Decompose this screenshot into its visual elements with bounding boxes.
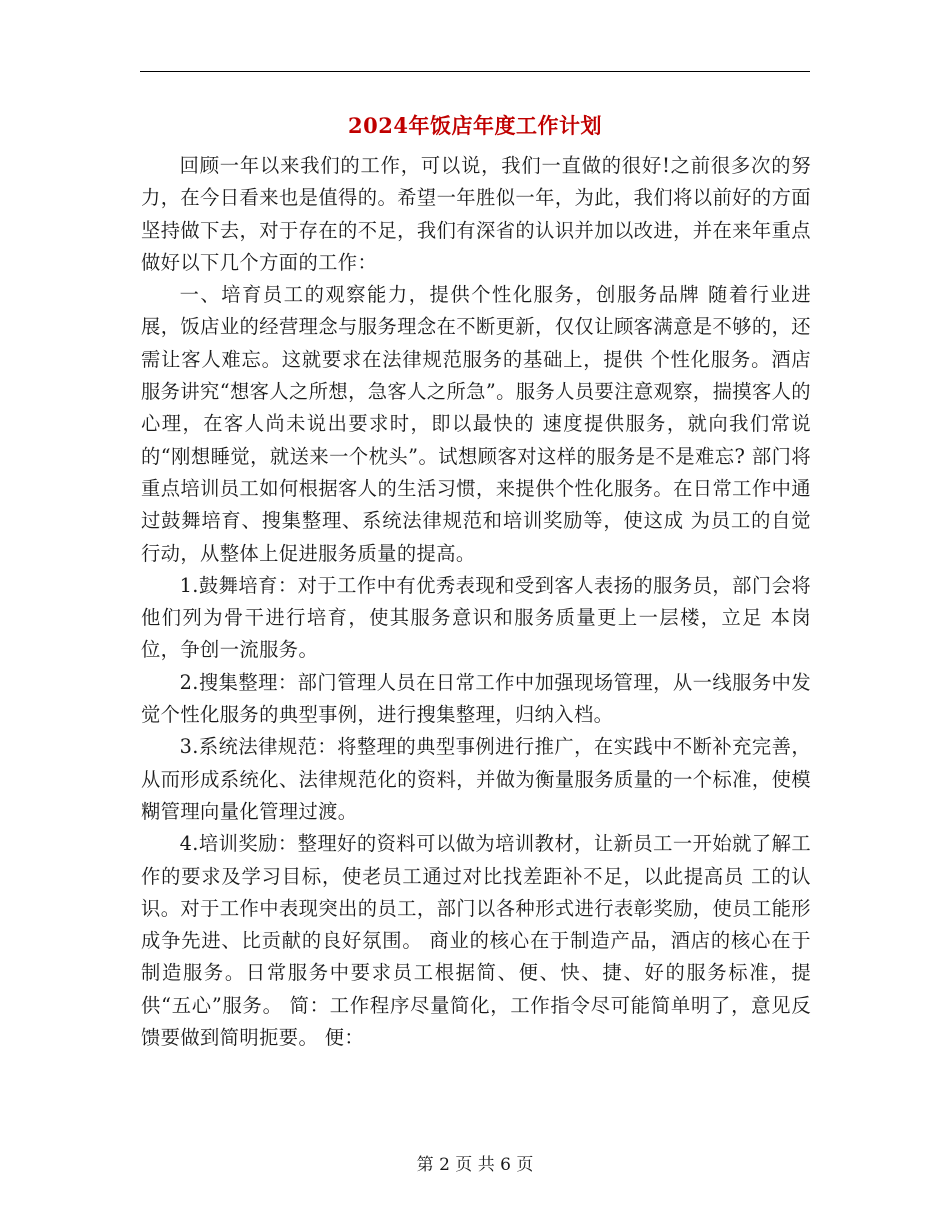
item-4-paragraph: 4.培训奖励：整理好的资料可以做为培训教材，让新员工一开始就了解工作的要求及学习目标，使老员工通过对比找差距补不足，以此提高员 工的认识。对于工作中表现突出的员工，部门以各种形式进行表彰奖励，使员工能形成争先进、比贡献的良好氛围。 商业的核心在于制造产品，酒店的核心在于制造服务。日常服务中要求员工根据简、便、快、捷、好的服务标准，提供“五心”服务。 简：工作程序尽量简化，工作指令尽可能简单明了，意见反馈要做到简明扼要。 便： xyxy=(141,832,811,1050)
section-one-paragraph: 一、培育员工的观察能力，提供个性化服务，创服务品牌 随着行业进展，饭店业的经营理念与服务理念在不断更新，仅仅让顾客满意是不够的，还需让客人难忘。这就要求在法律规范服务的基础上，提供 个性化服务。酒店服务讲究“想客人之所想，急客人之所急”。服务人员要注意观察，揣摸客人的心理，在客人尚未说出要求时，即以最快的 速度提供服务，就向我们常说的“刚想睡觉，就送来一个枕头”。试想顾客对这样的服务是不是难忘? 部门将重点培训员工如何根据客人的生活习惯，来提供个性化服务。在日常工作中通过鼓舞培育、搜集整理、系统法律规范和培训奖励等，使这成 为员工的自觉行动，从整体上促进服务质量的提高。 xyxy=(141,283,811,565)
item-1-paragraph: 1.鼓舞培育：对于工作中有优秀表现和受到客人表扬的服务员，部门会将他们列为骨干进行培育，使其服务意识和服务质量更上一层楼，立足 本岗位，争创一流服务。 xyxy=(141,573,811,662)
header-rule xyxy=(140,71,810,72)
item-2-paragraph: 2.搜集整理：部门管理人员在日常工作中加强现场管理，从一线服务中发觉个性化服务的典型事例，进行搜集整理，归纳入档。 xyxy=(141,670,811,727)
document-title: 2024年饭店年度工作计划 xyxy=(348,113,602,138)
page-number-footer: 第 2 页 共 6 页 xyxy=(416,1155,534,1175)
item-3-paragraph: 3.系统法律规范：将整理的典型事例进行推广，在实践中不断补充完善，从而形成系统化、法律规范化的资料，并做为衡量服务质量的一个标准，使模 糊管理向量化管理过渡。 xyxy=(141,735,811,823)
document-body xyxy=(141,150,811,1054)
intro-paragraph: 回顾一年以来我们的工作，可以说，我们一直做的很好!之前很多次的努力，在今日看来也是值得的。希望一年胜似一年，为此，我们将以前好的方面坚持做下去，对于存在的不足，我们有深省的认识并加以改进，并在来年重点做好以下几个方面的工作： xyxy=(141,154,811,274)
